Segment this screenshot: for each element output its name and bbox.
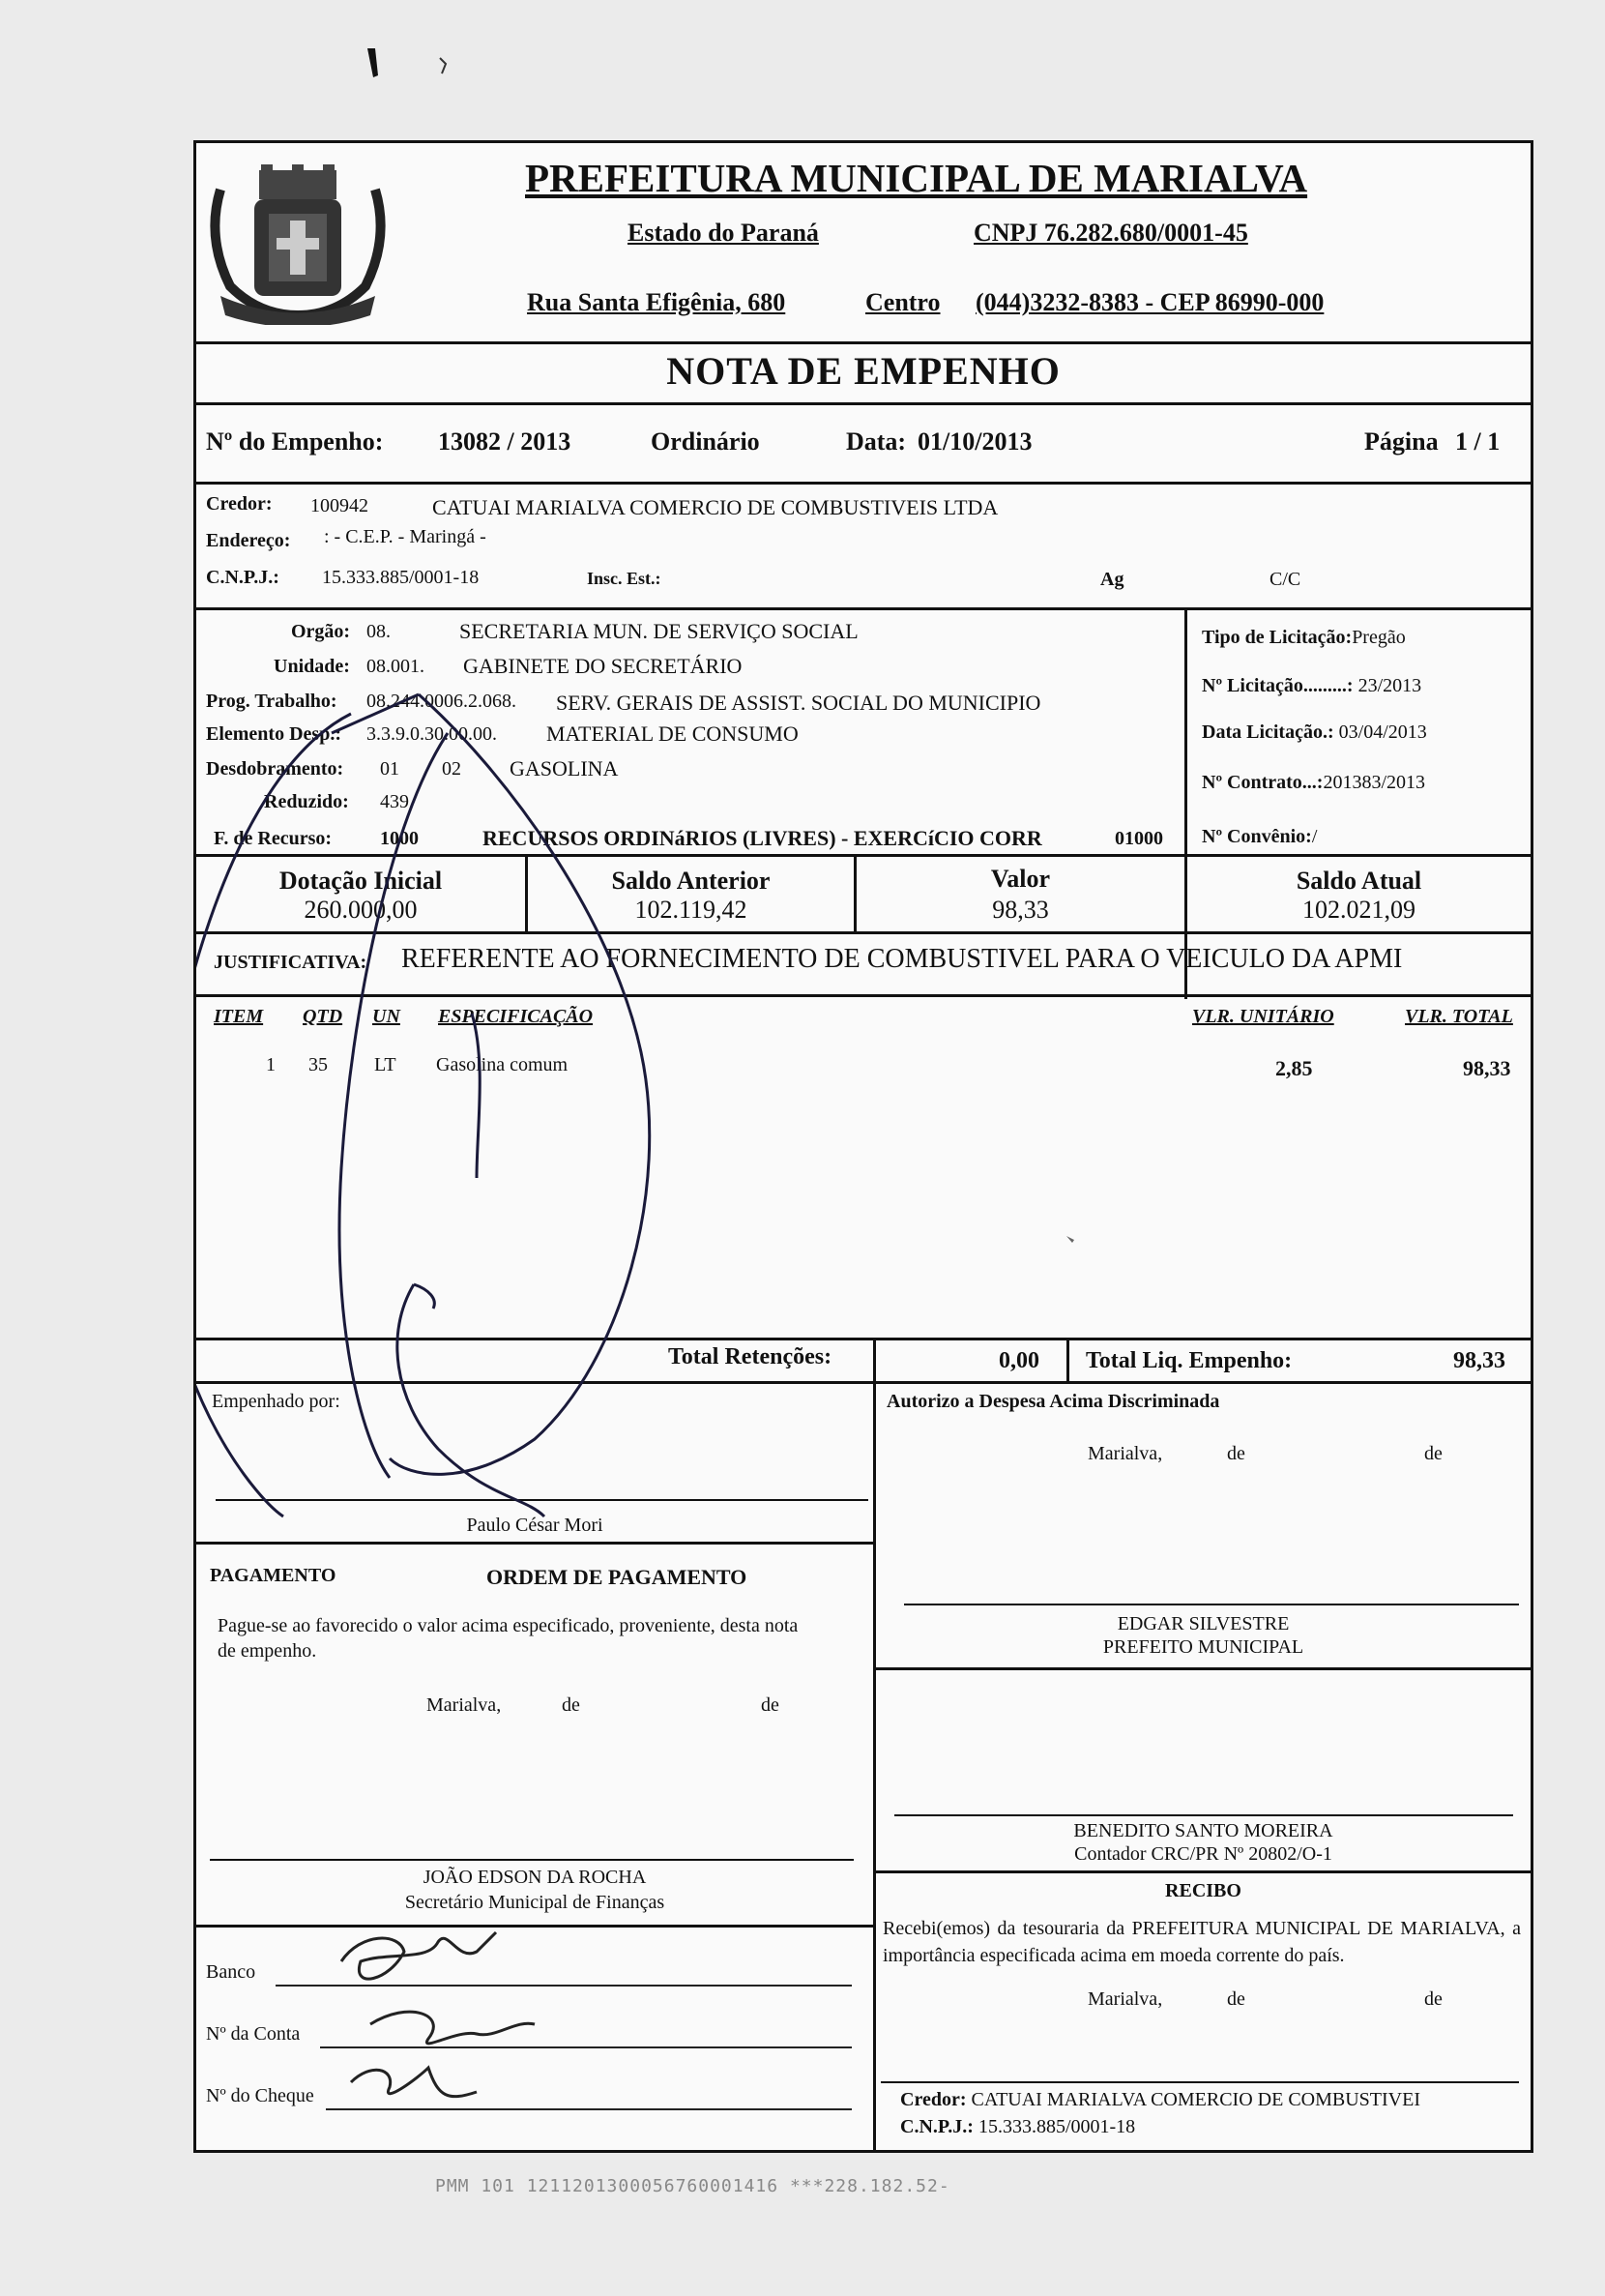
licitacao-data-label: Data Licitação.: <box>1202 721 1334 743</box>
reduzido-label: Reduzido: <box>264 791 349 812</box>
state-name: Estado do Paraná <box>627 219 819 247</box>
col-qtd: QTD <box>303 1006 343 1027</box>
saldo-atual-value: 102.021,09 <box>1302 896 1415 924</box>
justificativa-label: JUSTIFICATIVA: <box>214 952 367 973</box>
elemento-name: MATERIAL DE CONSUMO <box>546 721 799 746</box>
recibo-text: Recebi(emos) da tesouraria da PREFEITURA MUNICIPAL DE MARIALVA, a importância especificada acima em moeda corrente do país. <box>883 1918 1521 1966</box>
convenio-label: Nº Convênio: <box>1202 826 1312 847</box>
retencoes-label: Total Retenções: <box>668 1344 832 1369</box>
orgao-code: 08. <box>366 621 391 642</box>
secretario-name: JOÃO EDSON DA ROCHA <box>423 1867 647 1888</box>
ag-label: Ag <box>1100 569 1124 590</box>
secretario-title: Secretário Municipal de Finanças <box>404 1892 665 1913</box>
elemento-code: 3.3.9.0.30.00.00. <box>366 723 497 745</box>
empenhado-label: Empenhado por: <box>212 1391 340 1412</box>
col-especificacao: ESPECIFICAÇÃO <box>438 1006 594 1027</box>
prefeitura-title: PREFEITURA MUNICIPAL DE MARIALVA <box>525 156 1308 200</box>
nota-de-empenho-form <box>193 140 1533 2153</box>
empenho-number-label: Nº do Empenho: <box>206 427 384 456</box>
empenho-date-label: Data: <box>846 427 907 456</box>
contrato-number: 201383/2013 <box>1323 772 1426 793</box>
recurso-code: 1000 <box>380 828 419 849</box>
row-item: 1 <box>266 1054 276 1075</box>
valor-value: 98,33 <box>992 896 1049 924</box>
prefeitura-district: Centro <box>865 288 941 316</box>
unidade-code: 08.001. <box>366 656 424 677</box>
elemento-label: Elemento Desp.: <box>206 723 341 745</box>
saldo-anterior-value: 102.119,42 <box>634 896 747 924</box>
recibo-city: Marialva, <box>1088 1988 1163 2010</box>
credor-name: CATUAI MARIALVA COMERCIO DE COMBUSTIVEIS LTDA <box>432 495 999 519</box>
reduzido-value: 439 <box>380 791 409 812</box>
recibo-credor-label: Credor: <box>900 2089 967 2110</box>
row-qtd: 35 <box>308 1054 328 1075</box>
cheque-label: Nº do Cheque <box>206 2085 314 2106</box>
credor-address: : - C.E.P. - Maringá - <box>324 526 486 547</box>
unidade-label: Unidade: <box>274 656 350 677</box>
doc-title: NOTA DE EMPENHO <box>666 349 1061 393</box>
convenio-number: / <box>1311 826 1318 847</box>
dotacao-label: Dotação Inicial <box>278 867 443 895</box>
ordem-pagamento-title: ORDEM DE PAGAMENTO <box>486 1565 747 1589</box>
recurso-name: RECURSOS ORDINáRIOS (LIVRES) - EXERCíCIO CORR <box>482 826 1042 850</box>
prefeito-title: PREFEITO MUNICIPAL <box>1102 1636 1304 1658</box>
page-number: 1 / 1 <box>1455 427 1501 456</box>
page-label: Página <box>1364 427 1439 456</box>
pagamento-de-2: de <box>761 1694 779 1716</box>
pagamento-de-1: de <box>562 1694 580 1716</box>
licitacao-num: 23/2013 <box>1357 675 1422 696</box>
contador-title: Contador CRC/PR Nº 20802/O-1 <box>1074 1843 1332 1865</box>
justificativa-text: REFERENTE AO FORNECIMENTO DE COMBUSTIVEL PARA O VEICULO DA APMI <box>401 944 1403 974</box>
valor-label: Valor <box>990 865 1051 893</box>
col-un: UN <box>372 1006 400 1027</box>
credor-label: Credor: <box>206 493 273 515</box>
total-liq-label: Total Liq. Empenho: <box>1086 1348 1293 1373</box>
autorizo-text: Autorizo a Despesa Acima Discriminada <box>887 1391 1220 1412</box>
col-vlr-total: VLR. TOTAL <box>1405 1006 1513 1027</box>
prefeitura-cnpj: CNPJ 76.282.680/0001-45 <box>974 219 1248 247</box>
credor-code: 100942 <box>310 495 368 516</box>
pagamento-city: Marialva, <box>426 1694 502 1716</box>
retencoes-value: 0,00 <box>999 1348 1039 1373</box>
recibo-cnpj: 15.333.885/0001-18 <box>978 2116 1136 2137</box>
pagamento-text: Pague-se ao favorecido o valor acima especificado, proveniente, desta nota de empenho. <box>218 1615 799 1662</box>
pagamento-label: PAGAMENTO <box>210 1565 336 1586</box>
insc-est-label: Insc. Est.: <box>587 569 661 588</box>
saldo-anterior-label: Saldo Anterior <box>611 867 771 895</box>
prefeitura-address: Rua Santa Efigênia, 680 <box>527 288 786 316</box>
tipo-licitacao-label: Tipo de Licitação: <box>1202 627 1353 648</box>
col-vlr-unitario: VLR. UNITÁRIO <box>1192 1006 1334 1027</box>
row-vlr-unitario: 2,85 <box>1275 1056 1313 1080</box>
row-un: LT <box>374 1054 396 1075</box>
banco-label: Banco <box>206 1961 256 1983</box>
desdobramento-name: GASOLINA <box>510 756 619 780</box>
prog-label: Prog. Trabalho: <box>206 691 337 712</box>
autorizo-de-2: de <box>1424 1443 1443 1464</box>
recibo-de-2: de <box>1424 1988 1443 2010</box>
empenho-type: Ordinário <box>651 427 760 456</box>
contador-name: BENEDITO SANTO MOREIRA <box>1073 1820 1333 1841</box>
cc-label: C/C <box>1269 569 1301 590</box>
contrato-label: Nº Contrato...: <box>1202 772 1324 793</box>
recibo-credor: CATUAI MARIALVA COMERCIO DE COMBUSTIVEI <box>971 2089 1420 2110</box>
footer-stamp: PMM 101 1211201300056760001416 ***228.182.52- <box>435 2176 950 2196</box>
empenho-number: 13082 / 2013 <box>438 427 571 456</box>
autorizo-city: Marialva, <box>1088 1443 1163 1464</box>
credor-cnpj: 15.333.885/0001-18 <box>322 567 480 588</box>
prefeito-name: EDGAR SILVESTRE <box>1117 1613 1290 1634</box>
prefeitura-phone-cep: (044)3232-8383 - CEP 86990-000 <box>976 288 1325 316</box>
orgao-label: Orgão: <box>291 621 351 642</box>
orgao-name: SECRETARIA MUN. DE SERVIÇO SOCIAL <box>459 619 859 643</box>
conta-label: Nº da Conta <box>206 2023 301 2045</box>
recurso-label: F. de Recurso: <box>214 828 333 849</box>
autorizo-de-1: de <box>1227 1443 1245 1464</box>
credor-cnpj-label: C.N.P.J.: <box>206 567 279 588</box>
handwritten-signature-scribble <box>196 143 1531 2150</box>
col-item: ITEM <box>214 1006 264 1027</box>
licitacao-data: 03/04/2013 <box>1338 721 1427 743</box>
desdobramento-b: 02 <box>442 758 461 780</box>
desdobramento-label: Desdobramento: <box>206 758 344 780</box>
recibo-cnpj-label: C.N.P.J.: <box>900 2116 974 2137</box>
unidade-name: GABINETE DO SECRETÁRIO <box>463 654 743 678</box>
empenhado-name: Paulo César Mori <box>466 1515 603 1536</box>
licitacao-num-label: Nº Licitação.........: <box>1202 675 1354 696</box>
row-especificacao: Gasolina comum <box>436 1054 569 1075</box>
row-vlr-total: 98,33 <box>1463 1056 1511 1080</box>
total-liq-value: 98,33 <box>1453 1348 1505 1373</box>
recibo-de-1: de <box>1227 1988 1245 2010</box>
prog-code: 08.244.0006.2.068. <box>366 691 516 712</box>
address-label: Endereço: <box>206 530 291 551</box>
saldo-atual-label: Saldo Atual <box>1296 867 1422 895</box>
desdobramento-a: 01 <box>380 758 399 780</box>
recibo-title: RECIBO <box>1165 1880 1241 1901</box>
paper-marks <box>324 29 517 87</box>
dotacao-value: 260.000,00 <box>304 896 418 924</box>
recurso-number: 01000 <box>1115 828 1163 849</box>
prog-name: SERV. GERAIS DE ASSIST. SOCIAL DO MUNICIPIO <box>556 691 1041 715</box>
tipo-licitacao: Pregão <box>1352 627 1406 648</box>
empenho-date: 01/10/2013 <box>918 427 1033 456</box>
